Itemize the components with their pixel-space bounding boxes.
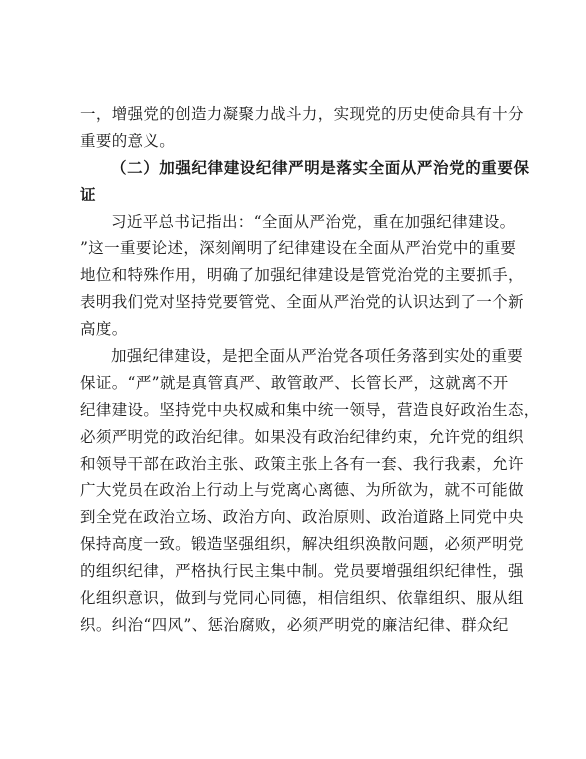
paragraph-line: 表明我们党对坚持党要管党、全面从严治党的认识达到了一个新 (80, 293, 524, 312)
paragraph-line: 地位和特殊作用，明确了加强纪律建设是管党治党的主要抓手， (80, 266, 524, 285)
paragraph-line: ”这一重要论述，深刻阐明了纪律建设在全面从严治党中的重要 (80, 239, 517, 258)
paragraph-line: 织。纠治“四风”、惩治腐败，必须严明党的廉洁纪律、群众纪 (80, 615, 509, 634)
paragraph-line: 纪律建设。坚持党中央权威和集中统一领导，营造良好政治生态， (80, 400, 540, 419)
paragraph-line: 一，增强党的创造力凝聚力战斗力，实现党的历史使命具有十分 (80, 105, 524, 123)
paragraph-line: 广大党员在政治上行动上与党离心离德、为所欲为，就不可能做 (80, 481, 524, 500)
paragraph-line: 重要的意义。 (80, 131, 176, 150)
document-body (80, 101, 540, 639)
paragraph-line: 保证。“严”就是真管真严、敢管敢严、长管长严，这就离不开 (80, 373, 509, 392)
paragraph-line: 必须严明党的政治纪律。如果没有政治纪律约束，允许党的组织 (80, 427, 524, 446)
paragraph-line: 习近平总书记指出：“全面从严治党，重在加强纪律建设。 (111, 212, 516, 231)
paragraph-line: 化组织意识，做到与党同心同德，相信组织、依靠组织、服从组 (80, 589, 524, 608)
paragraph-line: 的组织纪律，严格执行民主集中制。党员要增强组织纪律性，强 (80, 562, 524, 581)
section-heading-continued: 证 (80, 184, 97, 204)
paragraph-line: 保持高度一致。锻造坚强组织，解决组织涣散问题，必须严明党 (80, 535, 524, 554)
paragraph-line: 到全党在政治立场、政治方向、政治原则、政治道路上同党中央 (80, 508, 524, 527)
section-heading: （二）加强纪律建设纪律严明是落实全面从严治党的重要保 (111, 157, 530, 177)
paragraph-line: 高度。 (80, 320, 128, 339)
paragraph-line: 和领导干部在政治主张、政策主张上各有一套、我行我素，允许 (80, 454, 524, 473)
paragraph-line: 加强纪律建设，是把全面从严治党各项任务落到实处的重要 (111, 347, 524, 366)
